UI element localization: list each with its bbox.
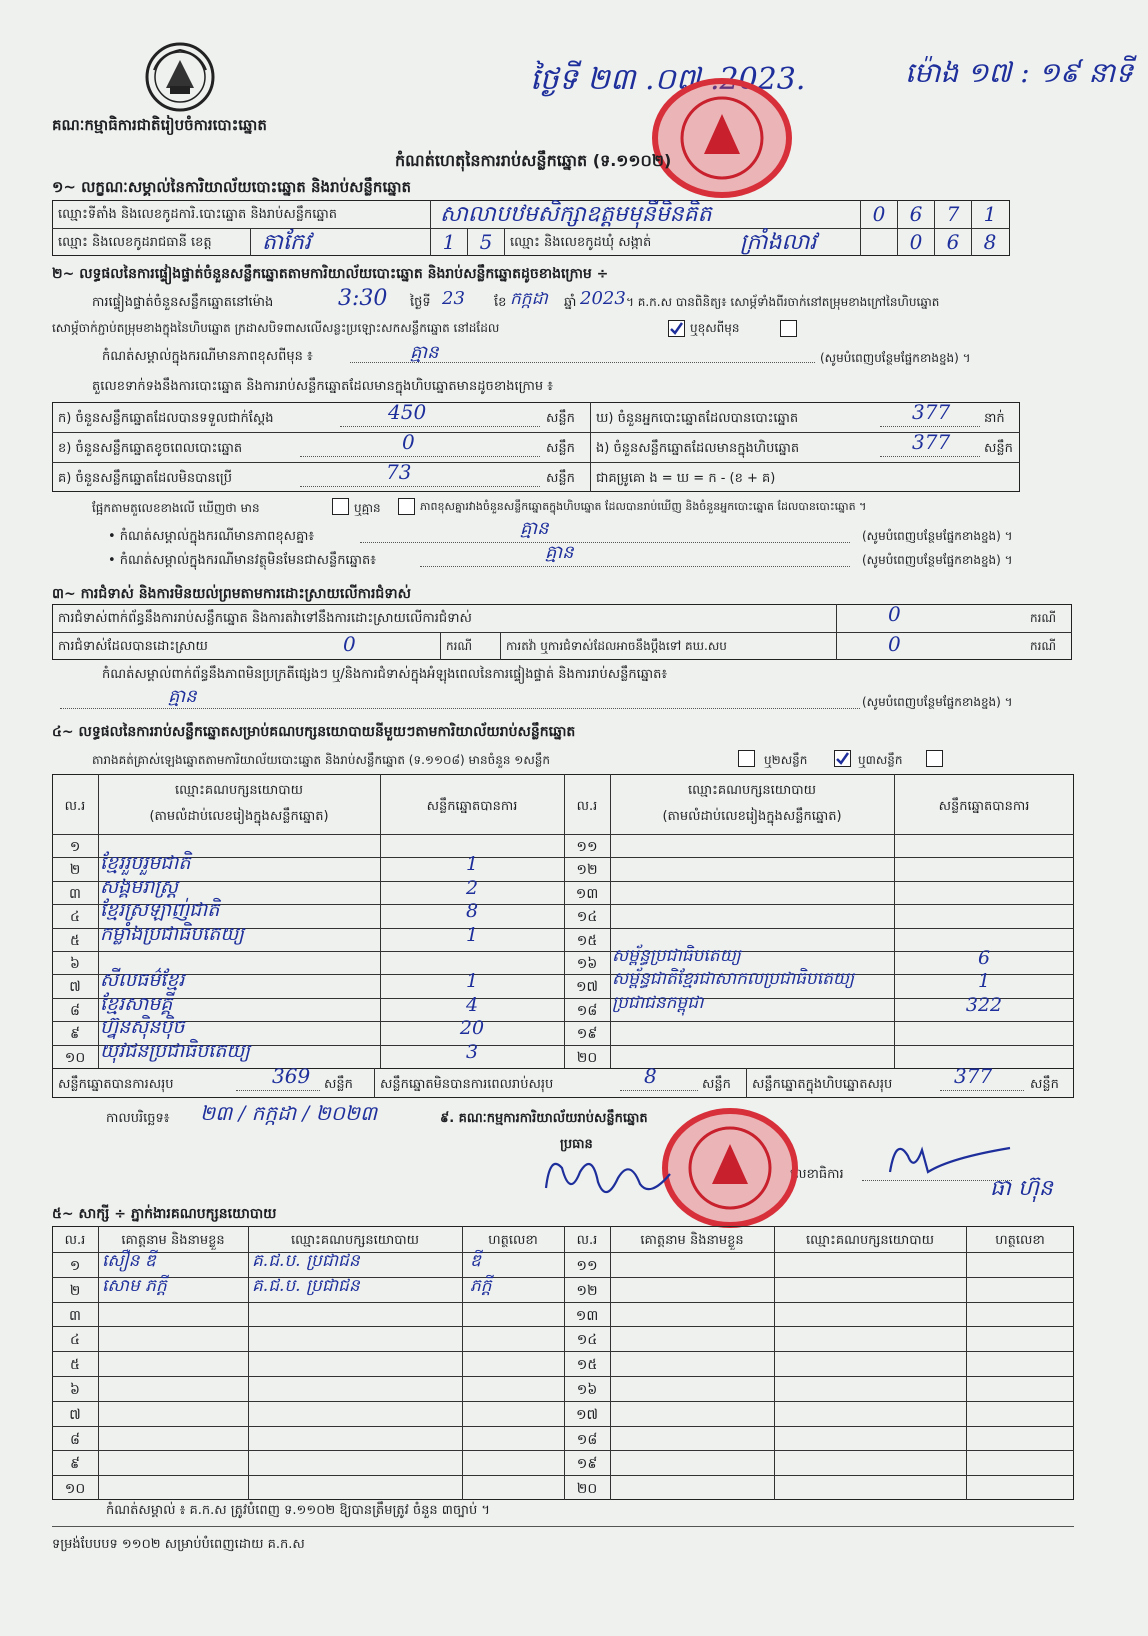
result-party: សម្ព័ន្ធជាតិខ្មែរជាសាកលប្រជាធិបតេយ្យ [612, 969, 855, 990]
result-party: សង្គមរាស្ត្រ [100, 875, 179, 898]
result-votes: 4 [465, 993, 479, 1016]
result-votes: 322 [965, 993, 1003, 1016]
hw-secretary-name: ធា ហ៊ុន [990, 1176, 1053, 1201]
witness-name: សឿន ឌី [102, 1251, 156, 1271]
result-no: ៨ [70, 1002, 80, 1019]
hw-objections-total: 0 [888, 602, 901, 626]
location-label: ឈ្មោះទីតាំង និងលេខកូដការិ.បោះឆ្នោត និងរាប់សន្លឹកឆ្នោត [58, 207, 337, 222]
section4-heading: ៤~ លទ្ធផលនៃការរាប់សន្លឹកឆ្នោតសម្រាប់គណបក្សនយោបាយនីមួយៗតាមការិយាល័យរាប់សន្លឹកឆ្នោត [52, 724, 576, 740]
witness-no: ១៧ [575, 1406, 599, 1423]
hw-verify-year: 2023 [580, 288, 626, 309]
result-votes: 1 [465, 970, 479, 993]
hw-spoiled: 0 [402, 430, 415, 454]
result-votes: 1 [465, 853, 479, 876]
result-party: សម្ព័ន្ធប្រជាធិបតេយ្យ [612, 946, 741, 966]
witness-sign: ភក្តី [470, 1275, 492, 1296]
location-code-4: 1 [983, 202, 997, 226]
figures-intro: តួលេខទាក់ទងនឹងការបោះឆ្នោត និងការរាប់សន្លឹកឆ្នោតដែលមានក្នុងហិបឆ្នោតមានដូចខាងក្រោម ៖ [92, 379, 553, 394]
result-no: ១៩ [576, 1026, 598, 1043]
witness-no: ៨ [70, 1431, 80, 1448]
hw-change-note: គ្មាន [410, 342, 439, 363]
result-party: ហ្វ៊ុនស៊ិនប៉ិច [100, 1016, 185, 1039]
witness-no: ៣ [69, 1307, 81, 1324]
committee-name: គណៈកម្មាធិការជាតិរៀបចំការបោះឆ្នោត [52, 116, 267, 134]
result-no: ១០ [64, 1049, 86, 1066]
result-no: ១៧ [575, 979, 599, 996]
hw-verify-time: 3:30 [338, 286, 388, 311]
section5-heading: ៥~ សាក្សី ÷ ភ្នាក់ងារគណបក្សនយោបាយ [52, 1206, 277, 1222]
result-no: ១៥ [576, 932, 598, 949]
province-code-2: 5 [479, 230, 493, 254]
section2-heading: ២~ លទ្ធផលនៃការផ្ទៀងផ្ទាត់ចំនួនសន្លឹកឆ្នោតតាមការិយាល័យបោះឆ្នោត និងរាប់សន្លឹកឆ្នោតដូចខាងក្រោម ÷ [52, 266, 609, 282]
hw-total-in-box: 377 [954, 1064, 993, 1088]
result-no: ១៣ [575, 885, 599, 902]
result-no: ៦ [70, 956, 80, 972]
hw-verify-month: កក្កដា [510, 289, 548, 309]
hw-total-invalid: 8 [644, 1064, 657, 1088]
verification-line: ការផ្ទៀងផ្ទាត់ចំនួនសន្លឹកឆ្នោតនៅម៉ោង 3:30 ថ្ងៃទី 23 ខែ កក្កដា ឆ្នាំ 2023 ។ គ.ក.ស បានពិនិត្យ៖ សោម្ភ័ទាំងពីរចាក់នៅតម្រុមខាងក្រៅនៃហិបឆ្នោត [92, 286, 940, 311]
province-code-1: 1 [442, 230, 456, 254]
result-party: ប្រជាជនកម្ពុជា [612, 992, 704, 1013]
witness-row-divider [52, 1326, 1074, 1327]
commune-code-1: 0 [909, 230, 923, 254]
witness-row-divider [52, 1450, 1074, 1451]
hw-verify-day: 23 [442, 288, 465, 309]
hw-discrepancy-note: គ្មាន [520, 518, 549, 539]
witness-row-divider [52, 1302, 1074, 1303]
result-votes: 20 [459, 1017, 485, 1040]
sheets-1-checkbox[interactable] [738, 750, 755, 767]
section3-heading: ៣~ ការជំទាស់ និងការមិនយល់ព្រមតាមការដោះស្រាយលើការជំទាស់ [52, 586, 411, 602]
changed-checkbox[interactable] [780, 320, 797, 337]
sheets-3-checkbox[interactable] [926, 750, 943, 767]
result-party: ខ្មែរស្រឡាញ់ជាតិ [100, 899, 220, 922]
section1-heading: ១~ លក្ខណៈសម្គាល់នៃការិយាល័យបោះឆ្នោត និងរាប់សន្លឹកឆ្នោត [52, 178, 412, 196]
result-party: យុវជនប្រជាធិបតេយ្យ [100, 1039, 251, 1062]
commune-value: ក្រាំងលាវ [740, 230, 817, 255]
witness-row-divider [52, 1351, 1074, 1352]
result-no: ១២ [576, 862, 598, 879]
result-votes: 2 [465, 876, 479, 899]
witness-row-divider [52, 1426, 1074, 1427]
discrepancy-yes-checkbox[interactable] [332, 498, 349, 515]
form-footer: ទម្រង់បែបបទ ១១០២ សម្រាប់បំពេញដោយ គ.ក.ស [52, 1537, 305, 1552]
location-code-3: 7 [946, 202, 960, 226]
location-code-2: 6 [909, 202, 923, 226]
result-no: ៥ [70, 932, 80, 949]
result-party: ខ្មែររួបរួមជាតិ [100, 852, 191, 875]
witness-no: ១៩ [576, 1456, 598, 1473]
hw-irregularity-note: គ្មាន [168, 686, 197, 707]
location-code-1: 0 [872, 202, 886, 226]
result-votes: 8 [465, 900, 479, 923]
result-no: ១១ [576, 839, 598, 855]
commune-label: ឈ្មោះ និងលេខកូដឃុំ សង្កាត់ [510, 235, 652, 250]
province-value: តាកែវ [262, 230, 311, 255]
witness-party: គ.ជ.ប. ប្រជាជន [252, 1251, 360, 1271]
result-votes: 1 [465, 923, 479, 946]
witness-no: ២ [69, 1282, 81, 1299]
witness-row-divider [52, 1475, 1074, 1476]
result-party: សីលធម៌ខ្មែរ [100, 969, 185, 992]
result-no: ៧ [69, 979, 81, 996]
witness-no: ១៤ [576, 1332, 598, 1349]
result-party: ខ្មែរសាមគ្គី [100, 992, 173, 1015]
hw-objections-appeal: 0 [888, 632, 901, 656]
witness-party: គ.ជ.ប. ប្រជាជន [252, 1275, 360, 1296]
result-no: ១៨ [576, 1002, 598, 1019]
witness-no: ១៨ [576, 1431, 598, 1448]
province-label: ឈ្មោះ និងលេខកូដរាជធានី ខេត្ត [58, 235, 212, 250]
result-no: ៣ [69, 885, 81, 902]
handwritten-time: ម៉ោង ១៧ : ១៩ នាទី [905, 56, 1133, 89]
handwritten-date: ថ្ងៃទី ២៣ .០៧ .2023. [530, 62, 806, 97]
witness-no: ៩ [70, 1456, 80, 1473]
witness-no: ១ [69, 1258, 81, 1274]
result-party: កម្លាំងប្រជាធិបតេយ្យ [100, 922, 244, 945]
commune-code-2: 6 [946, 230, 960, 254]
result-no: ២០ [576, 1049, 598, 1066]
hw-voters: 377 [912, 400, 951, 424]
result-no: ១៤ [576, 909, 598, 926]
hw-total-valid: 369 [272, 1064, 311, 1088]
hw-nonballot-note: គ្មាន [545, 542, 574, 563]
witness-no: ១៥ [576, 1357, 598, 1374]
hw-in-box: 377 [912, 430, 951, 454]
witness-row-divider [52, 1401, 1074, 1402]
result-no: ១ [69, 839, 81, 855]
witness-no: ៧ [69, 1406, 81, 1423]
form-title: កំណត់ហេតុនៃការរាប់សន្លឹកឆ្នោត (ទ.១១០២) [395, 151, 672, 170]
location-value: សាលាបឋមសិក្សាឧត្តមមុនីមិនគិត [440, 202, 712, 227]
result-no: ២ [69, 862, 81, 879]
result-votes: 6 [977, 947, 991, 969]
witness-no: ៤ [70, 1332, 80, 1349]
official-seal-top [652, 78, 792, 198]
witness-no: ១១ [576, 1258, 598, 1274]
result-votes: 1 [977, 970, 991, 993]
chair-signature [540, 1148, 680, 1212]
witness-no: ៦ [70, 1382, 80, 1398]
hw-received: 450 [388, 400, 427, 424]
result-votes: 3 [465, 1040, 479, 1063]
witness-no: ១០ [64, 1481, 86, 1498]
result-no: ៤ [70, 909, 80, 926]
seal-check-line: សោម្ភ័ចាក់ភ្ជាប់តម្រុមខាងក្នុងនៃហិបឆ្នោត ក្រដាសបិទពាសលើសន្លះប្រឡោះសកសន្លឹកឆ្នោត នៅដដែល [52, 321, 500, 335]
unchanged-checkbox[interactable] [668, 320, 685, 337]
nec-emblem-icon [140, 40, 220, 114]
discrepancy-no-checkbox[interactable] [398, 498, 415, 515]
witness-row-divider [52, 1376, 1074, 1377]
change-note-label: កំណត់សម្គាល់ក្នុងករណីមានភាពខុសពីមុន ៖ [102, 349, 313, 364]
witness-sign: ឌី [470, 1251, 481, 1271]
witness-name: សោម ភក្តី [102, 1275, 167, 1296]
witness-no: ៥ [70, 1357, 80, 1374]
hw-unused: 73 [386, 460, 412, 484]
hw-objections-resolved: 0 [343, 632, 356, 656]
witness-no: ១២ [576, 1282, 598, 1299]
witness-no: ១៣ [575, 1307, 599, 1324]
commune-code-3: 8 [983, 230, 997, 254]
official-seal-bottom [662, 1108, 798, 1228]
footnote: កំណត់សម្គាល់ ៖ គ.ក.ស ត្រូវបំពេញ ទ.១១០២ ឱ្យបានត្រឹមត្រូវ ចំនួន ៣ច្បាប់ ។ [106, 1503, 490, 1518]
results-totals [52, 1068, 1074, 1098]
form-sheet: គណៈកម្មាធិការជាតិរៀបចំការបោះឆ្នោត ថ្ងៃទី ២៣ .០៧ .2023. ម៉ោង ១៧ : ១៩ នាទី កំណត់ហេតុនៃការរាប់សន្លឹកឆ្នោត (ទ.១១០២) ១~ លក្ខណៈសម្គាល់នៃការិយាល័យបោះឆ្នោត និងរាប់សន្លឹកឆ្នោត ឈ្មោះទីតាំង និងលេខកូដការិ.បោះឆ្នោត និងរាប់សន្លឹកឆ្នោត សាលាបឋមសិក្សាឧត្តមមុនីមិនគិត 0 6 7 1 ឈ្មោះ និងលេខកូដរាជធានី ខេត្ត តាកែវ 1 5 ឈ្មោះ និងលេខកូដឃុំ សង្កាត់ ក្រាំងលាវ 0 6 8 ២~ លទ្ធផលនៃការផ្ទៀងផ្ទាត់ចំនួនសន្លឹកឆ្នោតតាមការិយាល័យបោះឆ្នោត និងរាប់សន្លឹកឆ្នោតដូចខាងក្រោម ÷ ការផ្ទៀងផ្ទាត់ចំនួនសន្លឹកឆ្នោតនៅម៉ោង 3:30 ថ្ងៃទី 23 ខែ កក្កដា ឆ្នាំ 2023 ។ គ.ក.ស បានពិនិត្យ៖ សោម្ភ័ទាំងពីរចាក់នៅតម្រុមខាងក្រៅនៃហិបឆ្នោត សោម្ភ័ចាក់ភ្ជាប់តម្រុមខាងក្នុងនៃហិបឆ្នោត ក្រដាសបិទពាសលើសន្លះប្រឡោះសកសន្លឹកឆ្នោត នៅដដែល ឬខុសពីមុន កំណត់សម្គាល់ក្នុងករណីមានភាពខុសពីមុន ៖ គ្មាន (សូមបំពេញបន្ថែមផ្នែកខាងខ្នង) ។ តួលេខទាក់ទងនឹងការបោះឆ្នោត និងការរាប់សន្លឹកឆ្នោតដែលមានក្នុងហិបឆ្នោតមានដូចខាងក្រោម ៖ ក) ចំនួនសន្លឹកឆ្នោតដែលបានទទួលជាក់ស្តែង 450 សន្លឹក ខ) ចំនួនសន្លឹកឆ្នោតខូចពេលបោះឆ្នោត 0 សន្លឹក គ) ចំនួនសន្លឹកឆ្នោតដែលមិនបានប្រើ 73 សន្លឹក ឃ) ចំនួនអ្នកបោះឆ្នោតដែលបានបោះឆ្នោត 377 នាក់ ង) ចំនួនសន្លឹកឆ្នោតដែលមានក្នុងហិបឆ្នោត 377 សន្លឹក ជាគម្រូគោ ង = ឃ = ក - (ខ + គ) ផ្អែកតាមតួលេខខាងលើ ឃើញថា មាន ឬគ្មាន ភាពខុសគ្នារវាងចំនួនសន្លឹកឆ្នោតក្នុងហិបឆ្នោត ដែលបានរាប់ឃើញ និងចំនួនអ្នកបោះឆ្នោត ដែលបានបោះឆ្នោត ។ • កំណត់សម្គាល់ក្នុងករណីមានភាពខុសគ្នា៖ គ្មាន (សូមបំពេញបន្ថែមផ្នែកខាងខ្នង) ។ • កំណត់សម្គាល់ក្នុងករណីមានវត្ថុមិនមែនជាសន្លឹកឆ្នោត៖ គ្មាន (សូមបំពេញបន្ថែមផ្នែកខាងខ្នង) ។ ៣~ ការជំទាស់ និងការមិនយល់ព្រមតាមការដោះស្រាយលើការជំទាស់ ការជំទាស់ពាក់ព័ន្ធនឹងការរាប់សន្លឹកឆ្នោត និងការតវ៉ាទៅនឹងការដោះស្រាយលើការជំទាស់ 0 ករណី ការជំទាស់ដែលបានដោះស្រាយ 0 ករណី ការតវ៉ា ឬការជំទាស់ដែលអាចនឹងប្តឹងទៅ គឃ.សប 0 ករណី កំណត់សម្គាល់ពាក់ព័ន្ធនឹងភាពមិនប្រក្រតីផ្សេងៗ ឬ/និងការជំទាស់ក្នុងអំឡុងពេលនៃការផ្ទៀងផ្ទាត់ និងការរាប់សន្លឹកឆ្នោត៖ គ្មាន (សូមបំពេញបន្ថែមផ្នែកខាងខ្នង) ។ ៤~ លទ្ធផលនៃការរាប់សន្លឹកឆ្នោតសម្រាប់គណបក្សនយោបាយនីមួយៗតាមការិយាល័យរាប់សន្លឹកឆ្នោត តារាងគត់គ្រាស់ឡេងឆ្នោតតាមការិយាល័យបោះឆ្នោត និងរាប់សន្លឹកឆ្នោត (ទ.១១០៨) មានចំនួន ១សន្លឹក ឬ២សន្លឹក ឬ៣សន្លឹក ល.រ ឈ្មោះគណបក្សនយោបាយ (តាមលំដាប់លេខរៀងក្នុងសន្លឹកឆ្នោត) សន្លឹកឆ្នោតបានការ ល.រ ឈ្មោះគណបក្សនយោបាយ (តាមលំដាប់លេខរៀងក្នុងសន្លឹកឆ្នោត) សន្លឹកឆ្នោតបានការ ១ ១១ ២ ខ្មែររួបរួមជាតិ 1 ១២ ៣ សង្គមរាស្ត្រ 2 ១៣ ៤ ខ្មែរស្រឡាញ់ជាតិ 8 ១៤ ៥ កម្លាំងប្រជាធិបតេយ្យ 1 ១៥ ៦ ១៦ សម្ព័ន្ធប្រជាធិបតេយ្យ 6 ៧ សីលធម៌ខ្មែរ 1 ១៧ សម្ព័ន្ធជាតិខ្មែរជាសាកលប្រជាធិបតេយ្យ 1 ៨ ខ្មែរសាមគ្គី 4 ១៨ ប្រជាជនកម្ពុជា 322 ៩ ហ្វ៊ុនស៊ិនប៉ិច 20 ១៩ ១០ យុវជនប្រជាធិបតេយ្យ 3 ២០ សន្លឹកឆ្នោតបានការសរុប 369 សន្លឹក សន្លឹកឆ្នោតមិនបានការពេលរាប់សរុប 8 សន្លឹក សន្លឹកឆ្នោតក្នុងហិបឆ្នោតសរុប 377 សន្លឹក កាលបរិច្ឆេទ៖ ២៣ / កក្កដា / ២០២៣ ៩. គណៈកម្មការការិយាល័យរាប់សន្លឹកឆ្នោត ប្រធាន លេខាធិការ ធា ហ៊ុន ៥~ សាក្សី ÷ ភ្នាក់ងារគណបក្សនយោបាយ ល.រ គោត្តនាម និងនាមខ្លួន ឈ្មោះគណបក្សនយោបាយ ហត្ថលេខា ល.រ គោត្តនាម និងនាមខ្លួន ឈ្មោះគណបក្សនយោបាយ ហត្ថលេខា ១ សឿន ឌី គ.ជ.ប. ប្រជាជន ឌី ១១ ២ សោម ភក្តី គ.ជ.ប. ប្រជាជន ភក្តី ១២ ៣ ១៣ ៤ ១៤ ៥ ១៥ ៦ ១៦ ៧ ១៧ ៨ ១៨ ៩ ១៩ ១០ ២០ កំណត់សម្គាល់ ៖ គ.ក.ស ត្រូវបំពេញ ទ.១១០២ ឱ្យបានត្រឹមត្រូវ ចំនួន ៣ច្បាប់ ។ ទម្រង់បែបបទ ១១០២ សម្រាប់បំពេញដោយ គ.ក.ស [0, 0, 1148, 1636]
result-no: ១៦ [576, 956, 598, 972]
result-no: ៩ [70, 1026, 80, 1043]
witness-no: ១៦ [576, 1382, 598, 1398]
hw-signing-date: ២៣ / កក្កដា / ២០២៣ [200, 1101, 378, 1125]
witness-no: ២០ [576, 1481, 598, 1498]
sheets-2-checkbox[interactable] [834, 750, 851, 767]
